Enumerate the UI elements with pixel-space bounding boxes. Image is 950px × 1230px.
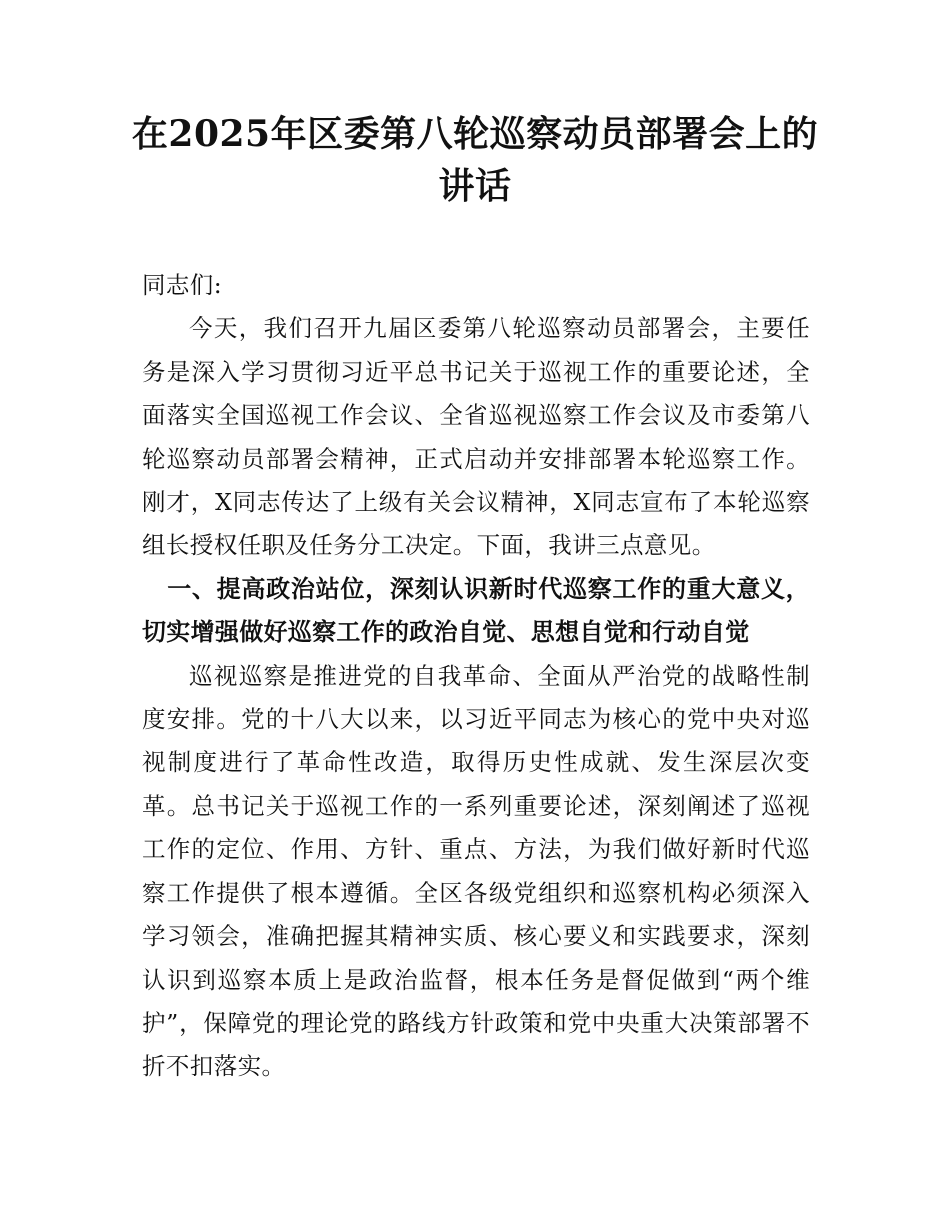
paragraph-section-1: 巡视巡察是推进党的自我革命、全面从严治党的战略性制度安排。党的十八大以来，以习近平同志为核心的党中央对巡视制度进行了革命性改造，取得历史性成就、发生深层次变革。总书记关于巡视工作的一系列重要论述，深刻阐述了巡视工作的定位、作用、方针、重点、方法，为我们做好新时代巡察工作提供了根本遵循。全区各级党组织和巡察机构必须深入学习领会，准确把握其精神实质、核心要义和实践要求，深刻认识到巡察本质上是政治监督，根本任务是督促做到“两个维护”，保障党的理论党的路线方针政策和党中央重大决策部署不折不扣落实。 — [142, 661, 810, 1081]
salutation: 同志们: — [142, 271, 223, 299]
document-body — [142, 264, 810, 1089]
paragraph-intro: 今天，我们召开九届区委第八轮巡察动员部署会，主要任务是深入学习贯彻习近平总书记关于巡视工作的重要论述，全面落实全国巡视工作会议、全省巡视巡察工作会议及市委第八轮巡察动员部署会精神，正式启动并安排部署本轮巡察工作。刚才，X同志传达了上级有关会议精神，X同志宣布了本轮巡察组长授权任职及任务分工决定。下面，我讲三点意见。 — [142, 314, 810, 560]
document-title: 在2025年区委第八轮巡察动员部署会上的讲话 — [131, 113, 819, 207]
section-heading-1: 一、提高政治站位，深刻认识新时代巡察工作的重大意义，切实增强做好巡察工作的政治自觉、思想自觉和行动自觉 — [142, 574, 810, 647]
